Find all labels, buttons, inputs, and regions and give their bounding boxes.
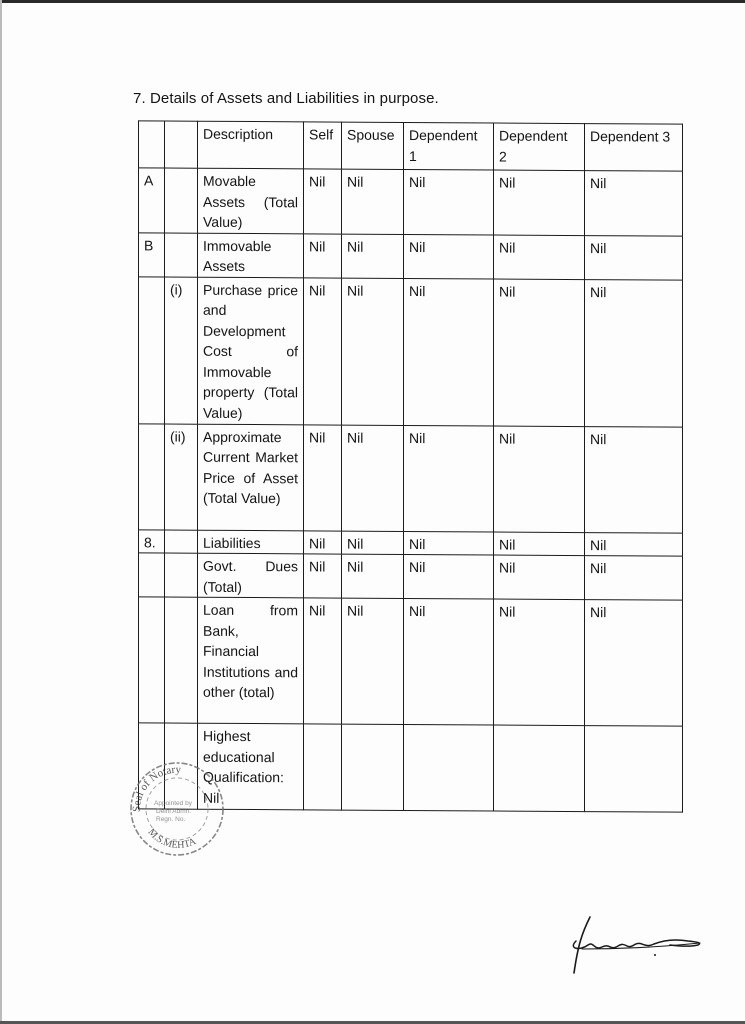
row-index — [139, 423, 165, 529]
page-top-edge — [0, 0, 745, 3]
row-index — [139, 276, 165, 423]
seal-bottom-text: M.S.MEHTA — [145, 826, 198, 851]
cell-dependent2: Nil — [494, 426, 585, 533]
page-left-edge — [0, 0, 2, 1024]
cell-dependent2: Nil — [494, 599, 585, 726]
table-row — [139, 276, 683, 426]
cell-self: Nil — [304, 169, 342, 234]
assets-liabilities-table — [138, 120, 683, 812]
cell-spouse: Nil — [342, 169, 404, 234]
row-index: 8. — [139, 529, 165, 553]
cell-dependent1: Nil — [404, 598, 494, 725]
cell-dependent2 — [494, 725, 585, 812]
row-subindex — [165, 553, 198, 597]
svg-text:Appointed by Delhi Admn.: Appointed by Delhi Admn. Regn. No. — [154, 800, 192, 823]
header-cell: Self — [304, 122, 342, 169]
section-heading: 7. Details of Assets and Liabilities in purpose. — [133, 90, 439, 107]
table-header-row — [139, 121, 683, 171]
row-description: Movable Assets (Total Value) — [198, 168, 304, 233]
header-cell: Dependent 3 — [585, 124, 683, 172]
row-description: Govt. Dues (Total) — [198, 553, 304, 598]
cell-self: Nil — [304, 554, 342, 598]
cell-dependent3: Nil — [585, 171, 683, 236]
cell-dependent3: Nil — [585, 235, 683, 280]
cell-dependent1: Nil — [404, 554, 494, 599]
svg-text:M.S.MEHTA — [145, 827, 198, 851]
header-cell — [139, 121, 165, 168]
row-subindex — [165, 529, 198, 553]
cell-spouse: Nil — [342, 554, 404, 598]
cell-dependent3 — [585, 726, 683, 813]
cell-dependent3: Nil — [585, 600, 683, 727]
cell-self: Nil — [304, 424, 342, 530]
cell-self: Nil — [304, 233, 342, 277]
header-cell: Dependent 2 — [494, 123, 585, 171]
table-row — [139, 553, 683, 600]
row-index — [139, 597, 165, 723]
header-cell: Spouse — [342, 122, 404, 169]
table-row — [139, 529, 683, 556]
cell-dependent1: Nil — [404, 169, 494, 234]
header-cell — [165, 121, 198, 168]
cell-spouse — [342, 724, 404, 810]
row-description: Highest educational Qualification: Nil — [198, 723, 304, 810]
row-description: Loan from Bank, Financial Institutions and other (total) — [198, 597, 304, 724]
row-description: Purchase price and Development Cost of Immovable property (Total Value) — [198, 277, 304, 425]
cell-spouse: Nil — [342, 425, 404, 531]
notary-seal-stamp — [128, 760, 226, 858]
cell-self: Nil — [304, 598, 342, 724]
table-row — [139, 168, 683, 236]
row-description: Approximate Current Market Price of Asset (Total Value) — [198, 424, 304, 531]
cell-spouse: Nil — [342, 278, 404, 425]
cell-spouse: Nil — [342, 598, 404, 724]
cell-dependent3: Nil — [585, 426, 683, 533]
cell-spouse: Nil — [342, 234, 404, 278]
cell-dependent1: Nil — [404, 278, 494, 426]
cell-dependent2: Nil — [494, 555, 585, 600]
row-index: B — [139, 232, 165, 276]
cell-dependent2: Nil — [494, 235, 585, 280]
cell-self: Nil — [304, 277, 342, 424]
row-description: Liabilities — [198, 530, 304, 554]
cell-dependent3: Nil — [585, 532, 683, 556]
table-row — [139, 597, 683, 726]
cell-dependent3: Nil — [585, 279, 683, 427]
handwritten-signature — [560, 905, 710, 980]
row-description: Immovable Assets — [198, 233, 304, 278]
row-subindex: (ii) — [165, 423, 198, 529]
cell-dependent1 — [404, 724, 494, 811]
table-row — [139, 423, 683, 532]
cell-self — [304, 724, 342, 810]
cell-dependent2: Nil — [494, 532, 585, 556]
cell-dependent1: Nil — [404, 234, 494, 279]
cell-dependent1: Nil — [404, 425, 494, 532]
row-subindex — [165, 168, 198, 233]
row-index — [139, 553, 165, 597]
header-cell: Description — [198, 121, 304, 169]
cell-spouse: Nil — [342, 531, 404, 555]
cell-dependent2: Nil — [494, 279, 585, 427]
row-subindex: (i) — [165, 276, 198, 423]
table-row — [139, 232, 683, 279]
cell-dependent2: Nil — [494, 170, 585, 235]
row-subindex — [165, 597, 198, 723]
cell-dependent1: Nil — [404, 531, 494, 555]
cell-self: Nil — [304, 530, 342, 554]
row-subindex — [165, 232, 198, 276]
header-cell: Dependent 1 — [404, 122, 494, 170]
seal-top-text: Seal of Notary — [130, 763, 182, 813]
cell-dependent3: Nil — [585, 556, 683, 601]
row-index: A — [139, 168, 165, 233]
